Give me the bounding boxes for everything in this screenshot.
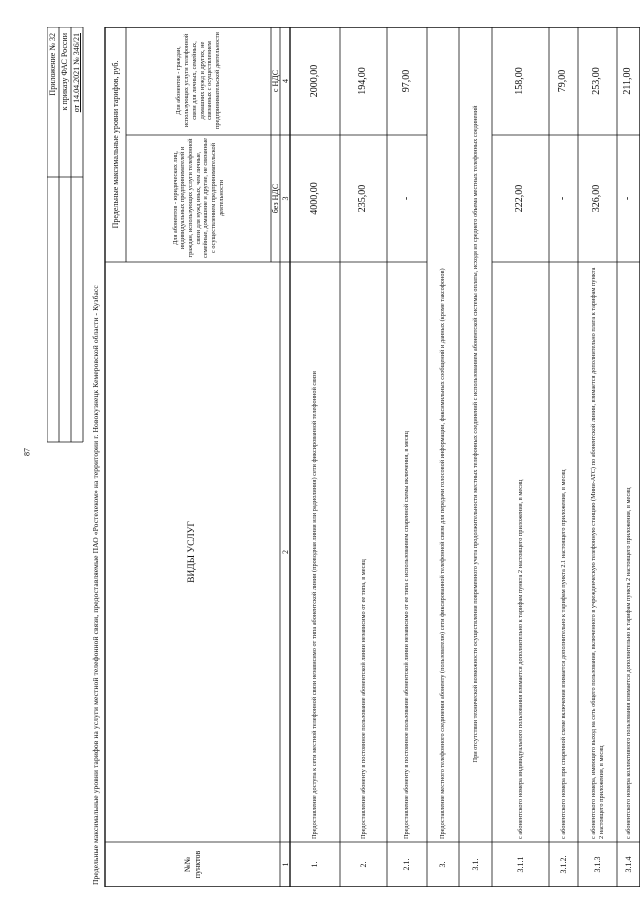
tariff-legal-entities: - xyxy=(557,196,569,201)
column-number: 3 xyxy=(281,196,290,201)
order-reference: к приказу ФАС России xyxy=(60,33,69,111)
service-description: с абонентского номера коллективного пользования взимается дополнительно к тарифам пункта 2 настоящего приложения, в месяц xyxy=(624,487,632,839)
row-number: 2.1. xyxy=(402,858,412,871)
row-number: 1. xyxy=(310,861,320,868)
rotated-document-sheet xyxy=(47,27,640,887)
row-number: 3.1.2. xyxy=(558,855,568,874)
service-description: с абонентского номера индивидуального пользования взимается дополнительно к тарифам пункта 2 настоящего приложения, в месяц xyxy=(516,479,524,839)
col-no-header: №№ пунктов xyxy=(182,850,202,879)
document-title: Предельные максимальные уровни тарифов на услуги местной телефонной связи, предоставляемые ПАО «Ростелеком» на территории г. Новокузнецк Кемеровской области - Кузбасс xyxy=(91,285,100,885)
tariff-citizens: 158,00 xyxy=(514,67,526,95)
tariff-citizens: 2000,00 xyxy=(308,64,320,98)
tariff-legal-entities: 222,00 xyxy=(514,184,526,213)
vat-excluded-label: без НДС xyxy=(271,183,280,214)
row-number: 3.1. xyxy=(470,858,480,871)
service-description: Предоставление абоненту в постоянное пользование абонентской линии независимо от ее типа, в месяц xyxy=(359,559,367,839)
tariff-legal-entities: 235,00 xyxy=(357,184,369,213)
attachment-label: Приложение № 32 xyxy=(48,33,57,96)
tariff-legal-entities: 326,00 xyxy=(591,184,603,213)
page-number: 87 xyxy=(22,448,32,456)
tariff-legal-entities: 4000,00 xyxy=(308,182,320,215)
tariff-citizens: 211,00 xyxy=(622,67,634,95)
col-legal-entities-header: Для абонентов - юридических лиц, индивидуальных предпринимателей и граждан, использующих услуги телефонной связи для нужд иных, чем личные, семейные, домашние и другие, не связанные с осуществлением предпринимательской деятельности xyxy=(171,138,225,258)
tariff-legal-entities: - xyxy=(400,196,412,201)
vat-included-label: с НДС xyxy=(271,69,280,93)
col-services-header: ВИДЫ УСЛУГ xyxy=(186,521,197,583)
tariff-citizens: 79,00 xyxy=(557,69,569,93)
section-description: Предоставление местного телефонного соединения абоненту (пользователю) сети фиксированной телефонной связи для передачи голосовой информации, факсимильных сообщений и данных (кроме таксофонов) xyxy=(439,268,447,839)
tariff-legal-entities: - xyxy=(622,196,634,201)
row-number: 3.1.1 xyxy=(515,856,525,873)
tariff-citizens: 97,00 xyxy=(400,69,412,93)
tariff-citizens: 194,00 xyxy=(357,67,369,95)
service-description: Предоставление доступа к сети местной телефонной связи независимо от типа абонентской линии (проводная линия или радиолиния) сети фиксированной телефонной связи xyxy=(311,371,319,839)
row-number: 3.1.3 xyxy=(592,856,602,873)
tariff-citizens: 253,00 xyxy=(591,67,603,95)
row-number: 3.1.4 xyxy=(623,856,633,873)
col-tariffs-header: Предельные максимальные уровни тарифов, руб. xyxy=(110,60,120,229)
column-number: 2 xyxy=(281,550,290,554)
column-number: 4 xyxy=(281,79,290,83)
row-number: 3. xyxy=(438,861,448,868)
service-description: Предоставление абоненту в постоянное пользование абонентской линии независимо от ее типа с использованием спаренной схемы включения, в месяц xyxy=(403,431,411,839)
service-description: с абонентского номера, имеющего выход на сеть общего пользования, включенного в учрежденческую телефонную станцию (Мини-АТС) по абонентской линии, взимается дополнительно плата к тарифам пункта 2 настоящего приложения, в месяц xyxy=(589,267,605,839)
row-number: 2. xyxy=(358,861,368,868)
column-number: 1 xyxy=(281,862,290,867)
col-citizens-header: Для абонентов - граждан, использующих услуги телефонной связи для личных, семейных, домашних нужд и других, не связанных с осуществлением предпринимательской деятельности xyxy=(175,32,221,129)
order-date: от 14.04.2021 № 346/21 xyxy=(72,33,81,113)
service-description: с абонентского номера при спаренной схеме включения взимается дополнительно к тарифам пункта 2.1 настоящего приложения, в месяц xyxy=(559,469,567,839)
section-description: При отсутствии технической возможности осуществления повременного учета продолжительности местных телефонных соединений с использованием абонентской системы оплаты, исходя из среднего объема местных телефонных соединений xyxy=(471,105,479,763)
